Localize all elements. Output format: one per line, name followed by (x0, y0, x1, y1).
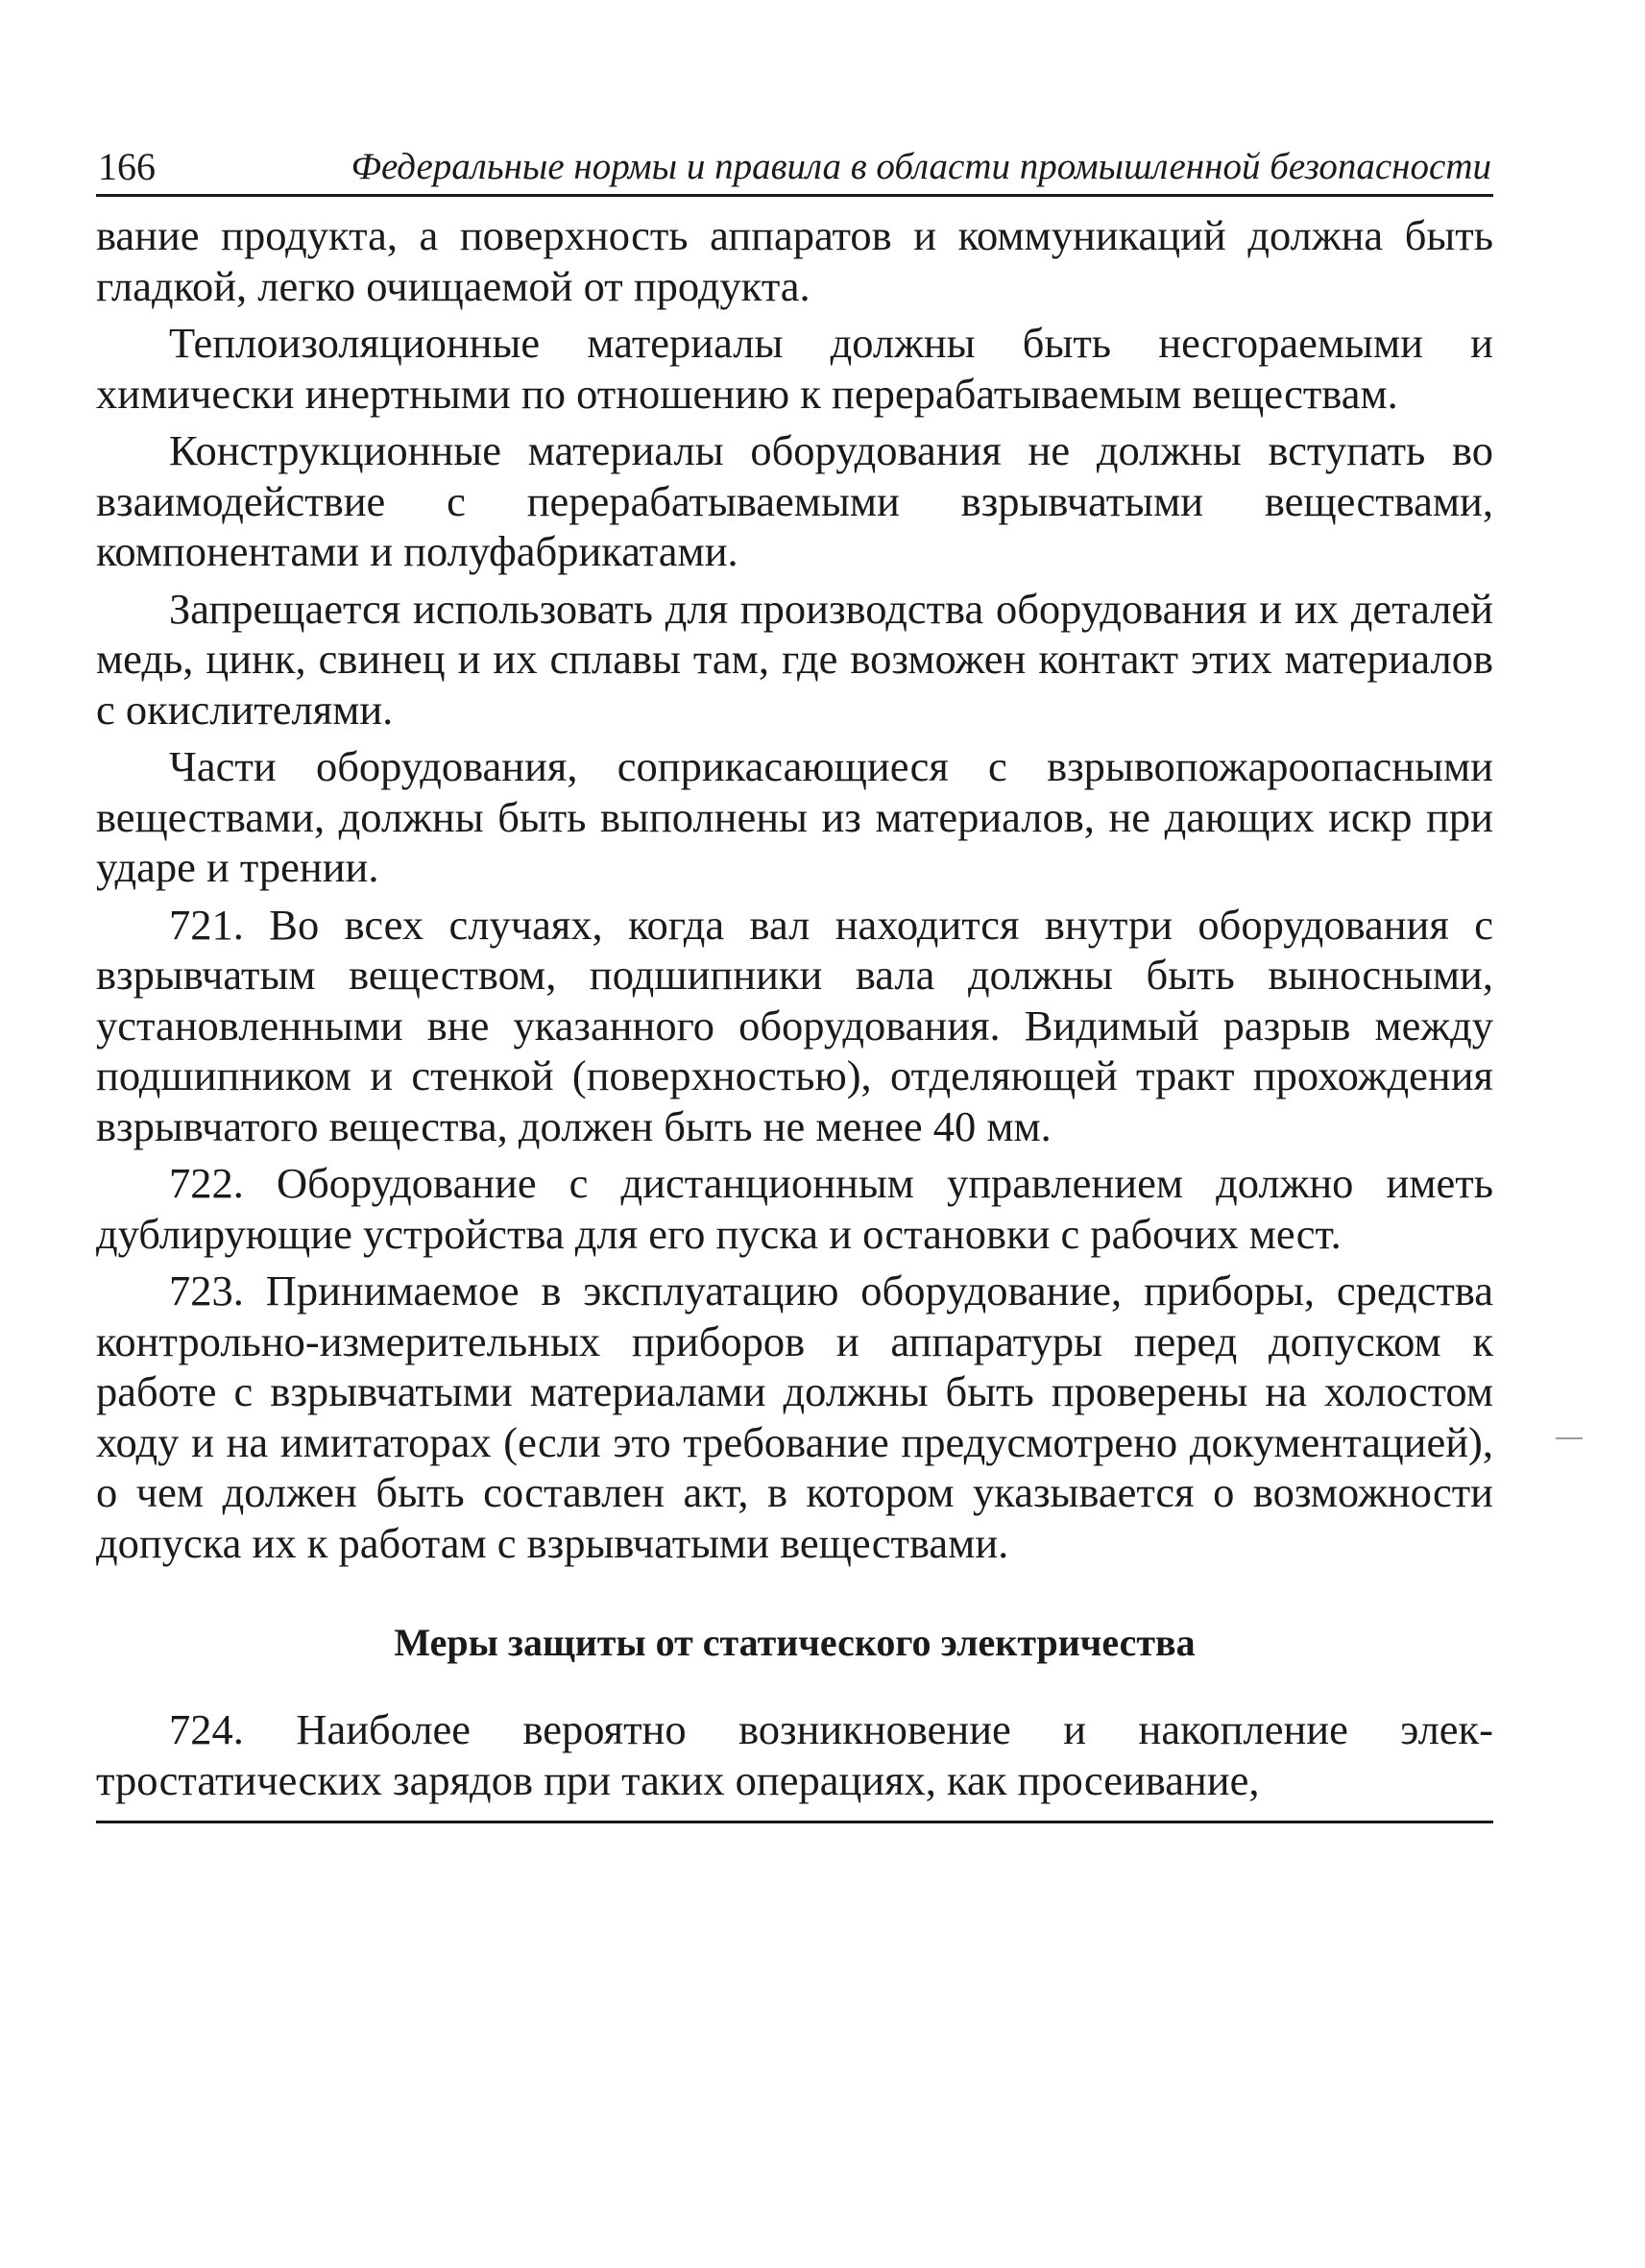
page-number: 166 (98, 145, 156, 188)
footer-rule (96, 1821, 1493, 1823)
document-page (96, 144, 1493, 1823)
paragraph-continuation: вание продукта, а поверхность аппаратов и коммуникаций должна быть гладкой, легко очищаемой от продукта. (96, 211, 1493, 310)
paragraph-prohibited-metals: Запрещается использовать для производства оборудования и их деталей медь, цинк, свинец и их сплавы там, где возможен контакт этих материалов с окислителями. (96, 584, 1493, 734)
margin-mark (1556, 1437, 1583, 1439)
header-rule (96, 194, 1493, 197)
paragraph-721: 721. Во всех случаях, когда вал находится внутри оборудования с взрывчатым веществом, подшипники вала должны быть выносными, установленными вне указанного оборудования. Видимый разрыв между подшипником и стенкой (поверхностью), отделяющей тракт прохождения взрывчатого вещества, должен быть не менее 40 мм. (96, 900, 1493, 1150)
body-text (96, 210, 1493, 1805)
paragraph-spark-free-parts: Части оборудования, соприкасающиеся с взрывопожароопасными веществами, должны быть выполнены из материалов, не дающих искр при ударе и трении. (96, 742, 1493, 891)
running-title: Федеральные нормы и правила в области промышленной безопасности (351, 146, 1491, 187)
paragraph-722: 722. Оборудование с дистанционным управлением должно иметь дублирующие устройства для его пуска и остановки с рабочих мест. (96, 1159, 1493, 1258)
paragraph-724: 724. Наиболее вероятно возникновение и накопление электростатических зарядов при таких операциях, как просеивание, (96, 1705, 1493, 1804)
section-heading: Меры защиты от статического электричества (394, 1621, 1196, 1664)
paragraph-insulation-materials: Теплоизоляционные материалы должны быть несгораемыми и химически инертными по отношению к перерабатываемым веществам. (96, 319, 1493, 418)
paragraph-construction-materials: Конструкционные материалы оборудования не должны вступать во взаимодействие с перерабатываемыми взрывчатыми веществами, компонентами и полуфабрикатами. (96, 426, 1493, 575)
running-header (96, 144, 1493, 190)
paragraph-723: 723. Принимаемое в эксплуатацию оборудование, приборы, средства контрольно-измерительных приборов и аппаратуры перед допуском к работе с взрывчатыми материалами должны быть проверены на холостом ходу и на имитаторах (если это требование предусмотрено документацией), о чем должен быть составлен акт, в котором указывается о возможности допуска их к работам с взрывчатыми веществами. (96, 1267, 1493, 1567)
